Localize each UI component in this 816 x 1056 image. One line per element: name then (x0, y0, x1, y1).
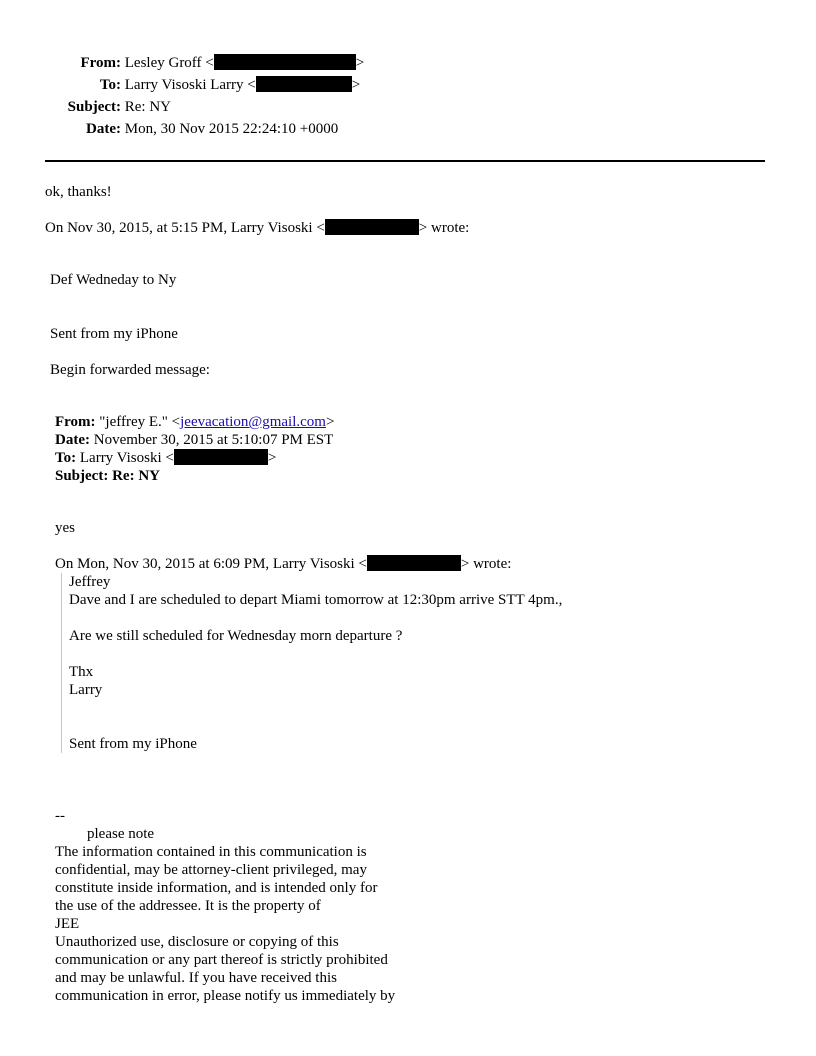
quoted-line-3: Are we still scheduled for Wednesday morn departure ? (69, 628, 403, 644)
on-line: On Nov 30, 2015, at 5:15 PM, Larry Visoski < > wrote: (45, 220, 470, 236)
fwd-to-label: To: (55, 450, 77, 466)
header-divider (45, 160, 765, 162)
date-label: Date: (86, 121, 121, 137)
redacted-fwd-on-email (367, 555, 461, 571)
fwd-date-label: Date: (55, 432, 90, 448)
quoted-line-4: Thx (69, 664, 94, 680)
quoted-line-1: Jeffrey (69, 574, 111, 590)
redacted-fwd-to-email (174, 449, 268, 465)
on-line-pre: On Nov 30, 2015, at 5:15 PM, Larry Visoski (45, 220, 313, 236)
reply-text: ok, thanks! (45, 184, 112, 200)
quoted-line-2: Dave and I are scheduled to depart Miami tomorrow at 12:30pm arrive STT 4pm., (69, 592, 563, 608)
disclaimer-line: constitute inside information, and is intended only for (55, 880, 378, 896)
header-to-row: To: Larry Visoski Larry < > (45, 76, 360, 94)
begin-forwarded: Begin forwarded message: (50, 362, 210, 378)
fwd-from-name: "jeffrey E." (99, 414, 168, 430)
quote-bar (61, 573, 62, 753)
fwd-from-label: From: (55, 414, 96, 430)
fwd-subject-value: Re: NY (112, 468, 160, 484)
disclaimer-line: Unauthorized use, disclosure or copying of this (55, 934, 339, 950)
sent-from-iphone: Sent from my iPhone (50, 326, 178, 342)
fwd-date-row (55, 431, 333, 449)
fwd-on-line-post: wrote: (473, 556, 512, 572)
signature-dashes: -- (55, 808, 65, 824)
fwd-subject-label: Subject: (55, 468, 109, 484)
from-label: From: (80, 55, 121, 71)
to-name: Larry Visoski Larry (124, 77, 244, 93)
fwd-on-line: On Mon, Nov 30, 2015 at 6:09 PM, Larry Visoski < > wrote: (55, 556, 512, 572)
header-from-row: From: Lesley Groff < > (45, 54, 364, 72)
def-line: Def Wedneday to Ny (50, 272, 177, 288)
fwd-from-row: From: "jeffrey E." <jeevacation@gmail.com> (55, 414, 335, 430)
quoted-sent-from: Sent from my iPhone (69, 736, 197, 752)
disclaimer-line: communication in error, please notify us immediately by (55, 988, 396, 1004)
disclaimer-line: The information contained in this communication is (55, 844, 367, 860)
disclaimer-line: JEE (55, 916, 80, 932)
fwd-subject-row (55, 467, 160, 485)
redacted-from-email (214, 54, 356, 70)
disclaimer-line: the use of the addressee. It is the property of (55, 898, 321, 914)
fwd-to-name: Larry Visoski (79, 450, 162, 466)
disclaimer-line: and may be unlawful. If you have received this (55, 970, 337, 986)
please-note: please note (87, 826, 155, 842)
fwd-reply: yes (55, 520, 75, 536)
redacted-to-email (256, 76, 352, 92)
fwd-to-row: To: Larry Visoski < > (55, 450, 277, 466)
date-value: Mon, 30 Nov 2015 22:24:10 +0000 (124, 121, 339, 137)
subject-value: Re: NY (124, 99, 171, 115)
header-date-row (45, 120, 338, 138)
from-name: Lesley Groff (124, 55, 202, 71)
fwd-on-line-pre: On Mon, Nov 30, 2015 at 6:09 PM, Larry Visoski (55, 556, 355, 572)
subject-label: Subject: (67, 99, 121, 115)
fwd-date-value: November 30, 2015 at 5:10:07 PM EST (93, 432, 334, 448)
disclaimer-line: confidential, may be attorney-client privileged, may (55, 862, 367, 878)
quoted-line-5: Larry (69, 682, 103, 698)
to-label: To: (99, 77, 121, 93)
on-line-post: wrote: (431, 220, 470, 236)
header-subject-row (45, 98, 171, 116)
redacted-email (325, 219, 419, 235)
disclaimer-line: communication or any part thereof is strictly prohibited (55, 952, 388, 968)
fwd-from-email-link[interactable]: jeevacation@gmail.com (180, 414, 326, 430)
